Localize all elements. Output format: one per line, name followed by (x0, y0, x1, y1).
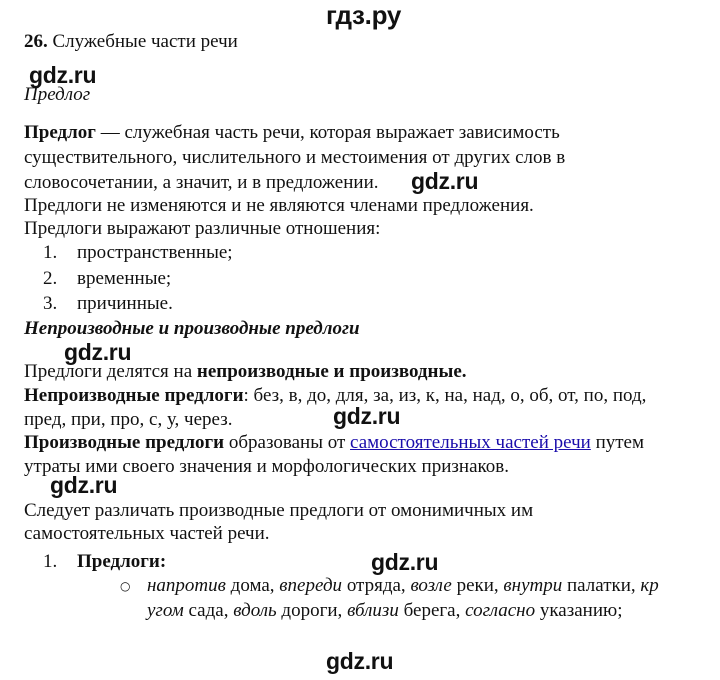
example-preposition: согласно (465, 600, 536, 621)
example-preposition: вдоль (233, 600, 277, 621)
definition-line-3: словосочетании, а значит, и в предложении. (24, 172, 379, 193)
example-preposition: вблизи (347, 600, 399, 621)
section-subtitle-predlog: Предлог (24, 84, 91, 105)
split-prefix: Предлоги делятся на (24, 361, 197, 382)
watermark-bottom: gdz.ru (326, 648, 394, 674)
paragraph-invariable: Предлоги не изменяются и не являются членами предложения. (24, 195, 534, 216)
circle-bullet-icon: ○ (120, 579, 131, 593)
paragraph-nonderived-2: пред, при, про, с, у, через. (24, 409, 233, 430)
list-item (43, 292, 173, 316)
paragraph-split (24, 360, 467, 384)
list-label: Предлоги: (77, 551, 167, 572)
example-preposition: впереди (279, 575, 343, 596)
paragraph-derived-1 (24, 431, 644, 455)
watermark: gdz.ru (29, 62, 97, 88)
example-text: указанию; (535, 600, 623, 621)
watermark-top: гдз.ру (326, 0, 402, 30)
example-preposition: напротив (147, 575, 226, 596)
list-number: 3. (43, 293, 58, 314)
definition-term: Предлог (24, 122, 96, 143)
derived-text: образованы от (224, 432, 351, 453)
definition-line-2: существительного, числительного и местоимения от других слов в (24, 147, 566, 168)
watermark: gdz.ru (411, 168, 479, 194)
list-item (43, 241, 233, 265)
watermark: gdz.ru (371, 549, 439, 575)
example-preposition: кр (640, 575, 659, 596)
list-item-prepositions (43, 550, 166, 574)
list-text: временные; (77, 268, 172, 289)
exercise-number: 26. (24, 31, 48, 52)
example-text: отряда, (342, 575, 411, 596)
exercise-heading (24, 30, 238, 54)
nonderived-list: : без, в, до, для, за, из, к, на, над, о, об, от, по, под, (243, 385, 647, 406)
definition-text: — служебная часть речи, которая выражает зависимость (95, 122, 560, 143)
example-preposition: возле (410, 575, 452, 596)
example-text: дома, (225, 575, 280, 596)
exercise-title: Служебные части речи (52, 31, 238, 52)
example-text: берега, (398, 600, 466, 621)
nonderived-term: Непроизводные предлоги (24, 385, 244, 406)
paragraph-distinguish-2: самостоятельных частей речи. (24, 523, 270, 544)
list-number: 2. (43, 268, 58, 289)
paragraph-relations-intro: Предлоги выражают различные отношения: (24, 218, 381, 239)
section-subtitle-derived: Непроизводные и производные предлоги (24, 318, 360, 339)
independent-parts-link[interactable]: самостоятельных частей речи (350, 432, 591, 453)
list-number: 1. (43, 551, 58, 572)
list-item (43, 267, 171, 291)
example-preposition: внутри (503, 575, 563, 596)
list-text: причинные. (77, 293, 173, 314)
paragraph-derived-2: утраты ими своего значения и морфологических признаков. (24, 456, 509, 477)
watermark: gdz.ru (50, 472, 118, 498)
watermark: gdz.ru (64, 339, 132, 365)
list-number: 1. (43, 242, 58, 263)
examples-line-1 (147, 574, 659, 598)
watermark: gdz.ru (333, 403, 401, 429)
examples-line-2 (147, 599, 622, 623)
example-text: реки, (451, 575, 504, 596)
example-preposition: угом (147, 600, 184, 621)
example-text: сада, (183, 600, 234, 621)
derived-text-end: путем (590, 432, 645, 453)
derived-term: Производные предлоги (24, 432, 225, 453)
example-text: дороги, (276, 600, 348, 621)
list-text: пространственные; (77, 242, 233, 263)
split-bold: непроизводные и производные. (196, 361, 467, 382)
example-text: палатки, (562, 575, 641, 596)
paragraph-distinguish-1: Следует различать производные предлоги от омонимичных им (24, 500, 534, 521)
definition-line-1 (24, 121, 560, 145)
